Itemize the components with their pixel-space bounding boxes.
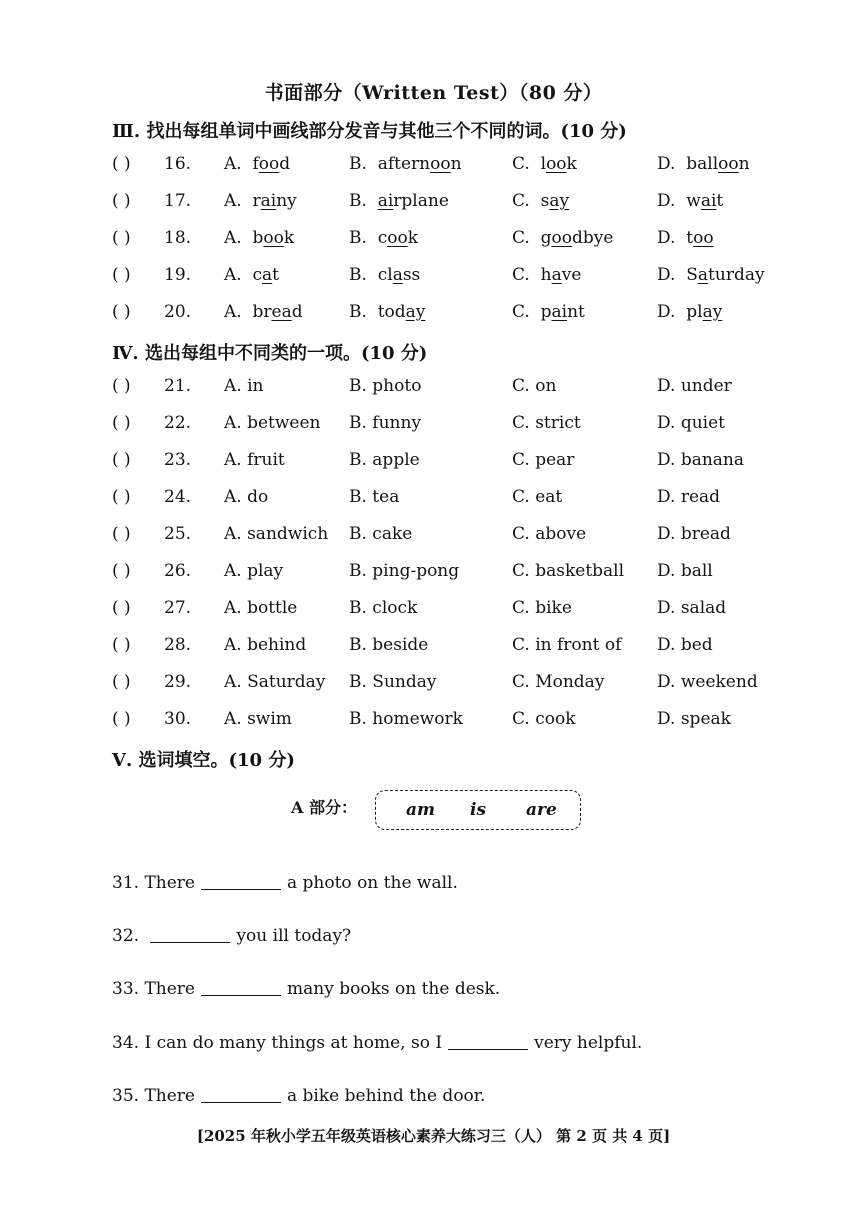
question-number: 23. [164, 450, 192, 470]
sentence-after: a photo on the wall. [287, 873, 458, 893]
question-number: 28. [164, 635, 192, 655]
fill-sentence [112, 1033, 642, 1053]
question-number: 22. [164, 413, 192, 433]
option-c: C. look [512, 154, 577, 174]
option-a: A. Saturday [224, 672, 326, 692]
option-d: D. salad [657, 598, 727, 618]
word-bank [375, 790, 581, 830]
option-d: D. bed [657, 635, 713, 655]
question-row [112, 561, 792, 587]
answer-paren[interactable]: ( ) [112, 302, 131, 322]
option-c: C. in front of [512, 635, 622, 655]
option-b: B. class [349, 265, 421, 285]
option-a: A. cat [224, 265, 280, 285]
page-footer: [2025 年秋小学五年级英语核心素养大练习三（人） 第 2 页 共 4 页] [196, 1127, 671, 1145]
option-d: D. bread [657, 524, 731, 544]
option-d: D. weekend [657, 672, 758, 692]
question-row [112, 487, 792, 513]
option-a: A. bread [224, 302, 303, 322]
option-d: D. play [657, 302, 723, 322]
sentence-before: I can do many things at home, so I [144, 1033, 443, 1053]
option-c: C. basketball [512, 561, 625, 581]
question-row [112, 598, 792, 624]
option-b: B. afternoon [349, 154, 462, 174]
option-a: A. book [224, 228, 295, 248]
question-row [112, 672, 792, 698]
question-row [112, 450, 792, 476]
page-title: 书面部分（Written Test）（80 分） [264, 82, 603, 104]
option-c: C. above [512, 524, 587, 544]
question-number: 25. [164, 524, 192, 544]
sentence-number: 31. [112, 873, 140, 893]
answer-paren[interactable]: ( ) [112, 598, 131, 618]
question-number: 20. [164, 302, 192, 322]
answer-paren[interactable]: ( ) [112, 672, 131, 692]
answer-blank[interactable] [201, 1102, 281, 1103]
sentence-number: 34. [112, 1033, 140, 1053]
option-c: C. Monday [512, 672, 605, 692]
section-5-heading: Ⅴ. 选词填空。(10 分) [112, 750, 295, 771]
question-row [112, 228, 792, 254]
question-number: 21. [164, 376, 192, 396]
option-c: C. have [512, 265, 582, 285]
word-bank-label: A 部分： [291, 798, 357, 817]
question-number: 19. [164, 265, 192, 285]
sentence-after: very helpful. [534, 1033, 643, 1053]
option-b: B. photo [349, 376, 422, 396]
option-a: A. do [224, 487, 269, 507]
question-number: 18. [164, 228, 192, 248]
option-b: B. cook [349, 228, 419, 248]
option-d: D. too [657, 228, 714, 248]
option-a: A. sandwich [224, 524, 329, 544]
option-d: D. ball [657, 561, 713, 581]
section-4-heading: Ⅳ. 选出每组中不同类的一项。(10 分) [112, 343, 428, 364]
option-a: A. between [224, 413, 321, 433]
option-d: D. Saturday [657, 265, 765, 285]
option-d: D. under [657, 376, 732, 396]
question-row [112, 302, 792, 328]
fill-sentence [112, 1086, 485, 1106]
sentence-after: many books on the desk. [287, 979, 501, 999]
question-number: 26. [164, 561, 192, 581]
option-b: B. beside [349, 635, 429, 655]
question-number: 29. [164, 672, 192, 692]
option-b: B. apple [349, 450, 420, 470]
question-row [112, 376, 792, 402]
answer-paren[interactable]: ( ) [112, 191, 131, 211]
question-row [112, 154, 792, 180]
answer-paren[interactable]: ( ) [112, 709, 131, 729]
option-a: A. in [224, 376, 264, 396]
option-c: C. strict [512, 413, 581, 433]
answer-paren[interactable]: ( ) [112, 450, 131, 470]
option-d: D. wait [657, 191, 724, 211]
option-c: C. bike [512, 598, 572, 618]
question-row [112, 635, 792, 661]
option-a: A. behind [224, 635, 307, 655]
option-c: C. say [512, 191, 570, 211]
fill-sentence [112, 873, 458, 893]
question-row [112, 709, 792, 735]
question-number: 30. [164, 709, 192, 729]
option-b: B. airplane [349, 191, 449, 211]
question-number: 16. [164, 154, 192, 174]
option-a: A. play [224, 561, 284, 581]
answer-blank[interactable] [201, 995, 281, 996]
option-a: A. rainy [224, 191, 297, 211]
option-d: D. banana [657, 450, 745, 470]
question-number: 17. [164, 191, 192, 211]
option-b: B. clock [349, 598, 418, 618]
answer-blank[interactable] [448, 1049, 528, 1050]
sentence-after: you ill today? [236, 926, 352, 946]
answer-paren[interactable]: ( ) [112, 265, 131, 285]
section-3-heading: Ⅲ. 找出每组单词中画线部分发音与其他三个不同的词。(10 分) [112, 121, 627, 142]
option-c: C. eat [512, 487, 563, 507]
option-b: B. ping-pong [349, 561, 460, 581]
question-number: 24. [164, 487, 192, 507]
answer-blank[interactable] [150, 942, 230, 943]
option-c: C. cook [512, 709, 576, 729]
option-b: B. funny [349, 413, 422, 433]
option-c: C. on [512, 376, 557, 396]
answer-paren[interactable]: ( ) [112, 487, 131, 507]
answer-paren[interactable]: ( ) [112, 413, 131, 433]
sentence-before: There [144, 979, 195, 999]
sentence-after: a bike behind the door. [287, 1086, 486, 1106]
option-d: D. quiet [657, 413, 725, 433]
option-d: D. read [657, 487, 721, 507]
word-bank-word: am [406, 800, 436, 820]
option-a: A. bottle [224, 598, 298, 618]
option-b: B. today [349, 302, 426, 322]
option-c: C. pear [512, 450, 575, 470]
option-b: B. cake [349, 524, 413, 544]
sentence-number: 35. [112, 1086, 140, 1106]
answer-paren[interactable]: ( ) [112, 154, 131, 174]
sentence-before: There [144, 873, 195, 893]
option-a: A. food [224, 154, 291, 174]
option-a: A. fruit [224, 450, 285, 470]
answer-paren[interactable]: ( ) [112, 376, 131, 396]
option-c: C. paint [512, 302, 585, 322]
sentence-number: 32. [112, 926, 140, 946]
answer-paren[interactable]: ( ) [112, 561, 131, 581]
sentence-before: There [144, 1086, 195, 1106]
option-b: B. tea [349, 487, 400, 507]
question-number: 27. [164, 598, 192, 618]
question-row [112, 524, 792, 550]
answer-paren[interactable]: ( ) [112, 524, 131, 544]
answer-paren[interactable]: ( ) [112, 635, 131, 655]
word-bank-word: are [526, 800, 557, 820]
option-c: C. goodbye [512, 228, 614, 248]
word-bank-word: is [470, 800, 487, 820]
option-d: D. balloon [657, 154, 750, 174]
option-d: D. speak [657, 709, 731, 729]
sentence-number: 33. [112, 979, 140, 999]
answer-paren[interactable]: ( ) [112, 228, 131, 248]
answer-blank[interactable] [201, 889, 281, 890]
option-b: B. Sunday [349, 672, 437, 692]
question-row [112, 191, 792, 217]
fill-sentence [112, 979, 500, 999]
option-b: B. homework [349, 709, 463, 729]
fill-sentence [112, 926, 351, 946]
option-a: A. swim [224, 709, 292, 729]
question-row [112, 265, 792, 291]
question-row [112, 413, 792, 439]
